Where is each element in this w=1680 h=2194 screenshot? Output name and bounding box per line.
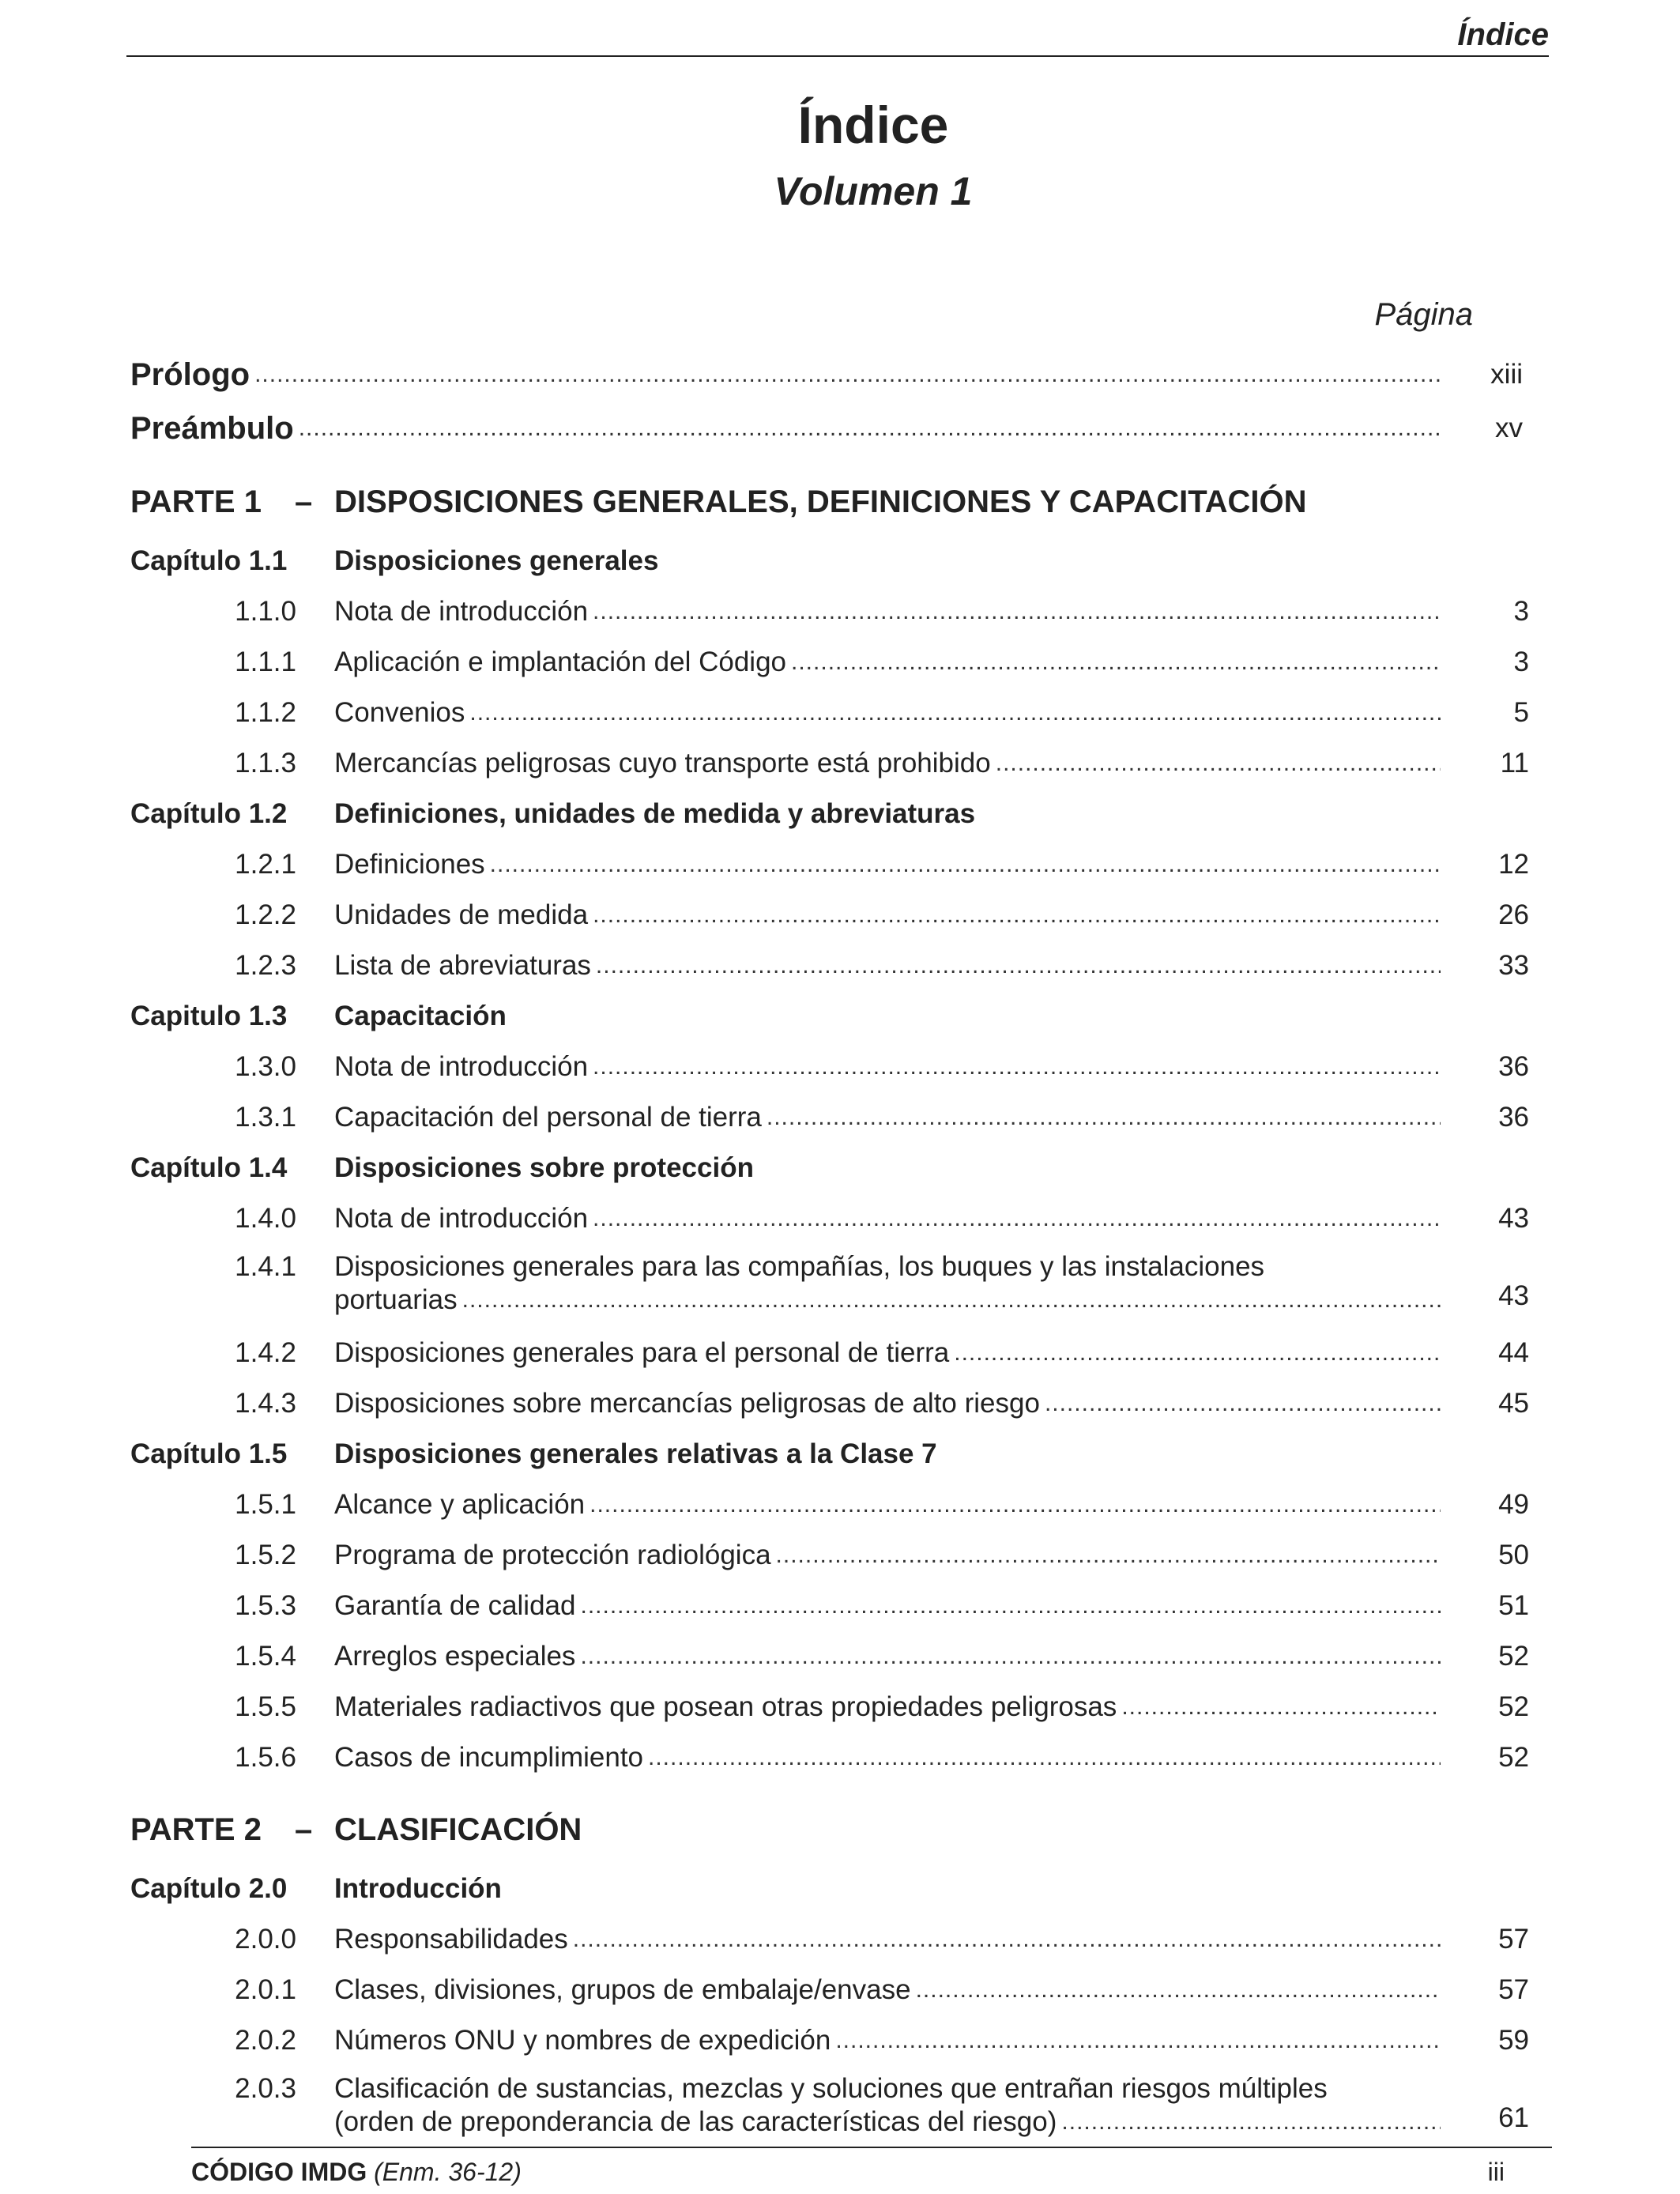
toc-entry[interactable] (130, 1480, 1529, 1530)
leader-dots (776, 1530, 1441, 1581)
leader-dots (299, 401, 1441, 455)
entry-page: xiii (1490, 359, 1523, 390)
leader-dots (593, 890, 1441, 941)
entry-title: Definiciones (334, 849, 485, 880)
entry-title: Nota de introducción (334, 1051, 589, 1082)
entry-title-line1: Disposiciones generales para las compañías, los buques y las instalaciones (334, 1251, 1265, 1282)
toc-entry[interactable] (130, 2066, 1529, 2150)
entry-page: 12 (1498, 849, 1529, 880)
entry-title: Números ONU y nombres de expedición (334, 2025, 831, 2056)
toc-entry[interactable] (130, 1244, 1529, 1328)
section-number: 1.3.0 (235, 1051, 296, 1082)
chapter-label: Capítulo 1.4 (130, 1152, 288, 1183)
leader-dots (490, 839, 1441, 890)
chapter-title: Definiciones, unidades de medida y abreviaturas (334, 798, 976, 829)
chapter-label: Capítulo 1.1 (130, 545, 288, 576)
leader-dots (1061, 2105, 1441, 2139)
section-number: 1.4.0 (235, 1203, 296, 1234)
toc-entry-preambulo[interactable] (130, 401, 1529, 455)
part-heading[interactable] (130, 1796, 1529, 1864)
toc-entry[interactable] (130, 1682, 1529, 1732)
section-number: 1.5.2 (235, 1540, 296, 1570)
entry-page: 43 (1498, 1203, 1529, 1234)
leader-dots (648, 1732, 1441, 1783)
toc-entry[interactable] (130, 1092, 1529, 1143)
part-title: CLASIFICACIÓN (334, 1812, 582, 1847)
entry-page: 33 (1498, 950, 1529, 981)
entry-page: 50 (1498, 1540, 1529, 1570)
leader-dots (996, 738, 1441, 789)
chapter-heading[interactable] (130, 1429, 1529, 1480)
toc-entry[interactable] (130, 1732, 1529, 1783)
part-dash: – (295, 1812, 313, 1847)
section-number: 1.3.1 (235, 1102, 296, 1133)
entry-page: 44 (1498, 1337, 1529, 1368)
section-number: 1.4.2 (235, 1337, 296, 1368)
entry-title: Mercancías peligrosas cuyo transporte está prohibido (334, 748, 991, 778)
part-heading[interactable] (130, 468, 1529, 536)
leader-dots (462, 1284, 1441, 1317)
section-number: 1.2.3 (235, 950, 296, 981)
page-subtitle: Volumen 1 (774, 169, 973, 213)
toc-entry[interactable] (130, 1914, 1529, 1965)
leader-dots (469, 688, 1441, 738)
footer-rule (191, 2147, 1552, 2148)
toc-entry[interactable] (130, 890, 1529, 941)
entry-page: 61 (1498, 2102, 1529, 2133)
part-label: PARTE 2 (130, 1812, 262, 1847)
chapter-title: Introducción (334, 1873, 502, 1904)
entry-page: 3 (1513, 596, 1529, 627)
toc-entry-prologo[interactable] (130, 348, 1529, 401)
footer-code (191, 2156, 522, 2188)
leader-dots (580, 1581, 1441, 1631)
entry-page: 26 (1498, 899, 1529, 930)
entry-page: 36 (1498, 1051, 1529, 1082)
entry-title: Materiales radiactivos que posean otras propiedades peligrosas (334, 1691, 1117, 1722)
toc-entry[interactable] (130, 1965, 1529, 2015)
entry-page: 36 (1498, 1102, 1529, 1133)
entry-title: Arreglos especiales (334, 1641, 576, 1672)
toc-entry[interactable] (130, 1631, 1529, 1682)
entry-title: Casos de incumplimiento (334, 1742, 644, 1773)
entry-title: Programa de protección radiológica (334, 1540, 771, 1570)
chapter-label: Capítulo 1.5 (130, 1438, 288, 1469)
section-number: 1.1.0 (235, 596, 296, 627)
entry-page: xv (1495, 413, 1523, 443)
part-title: DISPOSICIONES GENERALES, DEFINICIONES Y CAPACITACIÓN (334, 484, 1307, 519)
section-number: 1.5.1 (235, 1489, 296, 1520)
entry-title: Garantía de calidad (334, 1590, 576, 1621)
entry-page: 52 (1498, 1641, 1529, 1672)
section-number: 1.1.3 (235, 748, 296, 778)
section-number: 1.5.6 (235, 1742, 296, 1773)
entry-page: 45 (1498, 1388, 1529, 1419)
entry-page: 49 (1498, 1489, 1529, 1520)
section-number: 1.1.2 (235, 697, 296, 728)
entry-page: 57 (1498, 1974, 1529, 2005)
chapter-title: Disposiciones generales relativas a la Clase 7 (334, 1438, 937, 1469)
leader-dots (767, 1092, 1441, 1143)
entry-title: Nota de introducción (334, 596, 589, 627)
entry-title: Clases, divisiones, grupos de embalaje/envase (334, 1974, 911, 2005)
entry-page: 52 (1498, 1691, 1529, 1722)
section-number: 1.5.4 (235, 1641, 296, 1672)
chapter-heading[interactable] (130, 1143, 1529, 1193)
chapter-label: Capítulo 2.0 (130, 1873, 288, 1904)
entry-title: Alcance y aplicación (334, 1489, 586, 1520)
entry-title: Disposiciones generales para el personal de tierra (334, 1337, 950, 1368)
header-rule (126, 55, 1549, 57)
entry-page: 5 (1513, 697, 1529, 728)
toc-entry[interactable] (130, 1378, 1529, 1429)
entry-title: Prólogo (130, 357, 250, 392)
chapter-label: Capítulo 1.2 (130, 798, 288, 829)
entry-page: 57 (1498, 1924, 1529, 1955)
leader-dots (954, 1328, 1441, 1378)
section-number: 1.4.1 (235, 1251, 296, 1282)
chapter-heading[interactable] (130, 789, 1529, 839)
toc-entry[interactable] (130, 1328, 1529, 1378)
entry-title: Unidades de medida (334, 899, 589, 930)
entry-title-line2: portuarias (334, 1284, 458, 1315)
toc-entry[interactable] (130, 1042, 1529, 1092)
leader-dots (1045, 1378, 1441, 1429)
chapter-heading[interactable] (130, 1864, 1529, 1914)
entry-page: 11 (1500, 748, 1529, 778)
entry-title: Convenios (334, 697, 465, 728)
section-number: 1.1.1 (235, 647, 296, 677)
entry-page: 3 (1513, 647, 1529, 677)
leader-dots (1121, 1682, 1441, 1732)
entry-page: 52 (1498, 1742, 1529, 1773)
chapter-title: Capacitación (334, 1001, 507, 1031)
toc-entry[interactable] (130, 1530, 1529, 1581)
section-number: 1.5.3 (235, 1590, 296, 1621)
leader-dots (254, 348, 1441, 401)
part-label: PARTE 1 (130, 484, 262, 519)
entry-title-line2: (orden de preponderancia de las características del riesgo) (334, 2106, 1057, 2137)
footer-code-name: CÓDIGO IMDG (191, 2158, 367, 2186)
entry-title: Lista de abreviaturas (334, 950, 591, 981)
chapter-title: Disposiciones generales (334, 545, 659, 576)
entry-title-line1: Clasificación de sustancias, mezclas y soluciones que entrañan riesgos múltiples (334, 2073, 1328, 2104)
leader-dots (573, 1914, 1441, 1965)
entry-title: Capacitación del personal de tierra (334, 1102, 762, 1133)
table-of-contents (130, 348, 1529, 2150)
entry-title: Disposiciones sobre mercancías peligrosas de alto riesgo (334, 1388, 1040, 1419)
part-dash: – (295, 484, 313, 519)
entry-page: 51 (1498, 1590, 1529, 1621)
section-number: 1.4.3 (235, 1388, 296, 1419)
toc-entry[interactable] (130, 839, 1529, 890)
chapter-title: Disposiciones sobre protección (334, 1152, 754, 1183)
entry-page: 43 (1498, 1280, 1529, 1311)
entry-title: Responsabilidades (334, 1924, 568, 1955)
toc-entry[interactable] (130, 1581, 1529, 1631)
entry-title: Aplicación e implantación del Código (334, 647, 787, 677)
chapter-label: Capitulo 1.3 (130, 1001, 288, 1031)
page-title: Índice (797, 96, 949, 154)
leader-dots (916, 1965, 1441, 2015)
toc-entry[interactable] (130, 688, 1529, 738)
entry-title: Preámbulo (130, 411, 294, 446)
toc-entry[interactable] (130, 941, 1529, 991)
footer-page-number: iii (1487, 2158, 1505, 2186)
section-number: 1.5.5 (235, 1691, 296, 1722)
footer-amendment: (Enm. 36-12) (374, 2158, 522, 2186)
entry-title: Nota de introducción (334, 1203, 589, 1234)
leader-dots (791, 637, 1441, 688)
leader-dots (596, 941, 1441, 991)
toc-entry[interactable] (130, 1193, 1529, 1244)
leader-dots (835, 2015, 1441, 2066)
section-number: 1.2.1 (235, 849, 296, 880)
leader-dots (593, 1193, 1441, 1244)
leader-dots (593, 1042, 1441, 1092)
entry-page: 59 (1498, 2025, 1529, 2056)
running-head: Índice (1457, 17, 1549, 52)
chapter-heading[interactable] (130, 536, 1529, 586)
section-number: 2.0.3 (235, 2073, 296, 2104)
section-number: 1.2.2 (235, 899, 296, 930)
section-number: 2.0.1 (235, 1974, 296, 2005)
leader-dots (593, 586, 1441, 637)
section-number: 2.0.0 (235, 1924, 296, 1955)
leader-dots (590, 1480, 1441, 1530)
chapter-heading[interactable] (130, 991, 1529, 1042)
toc-entry[interactable] (130, 2015, 1529, 2066)
section-number: 2.0.2 (235, 2025, 296, 2056)
page-column-label: Página (1374, 297, 1473, 332)
leader-dots (580, 1631, 1441, 1682)
toc-entry[interactable] (130, 738, 1529, 789)
toc-entry[interactable] (130, 586, 1529, 637)
toc-entry[interactable] (130, 637, 1529, 688)
